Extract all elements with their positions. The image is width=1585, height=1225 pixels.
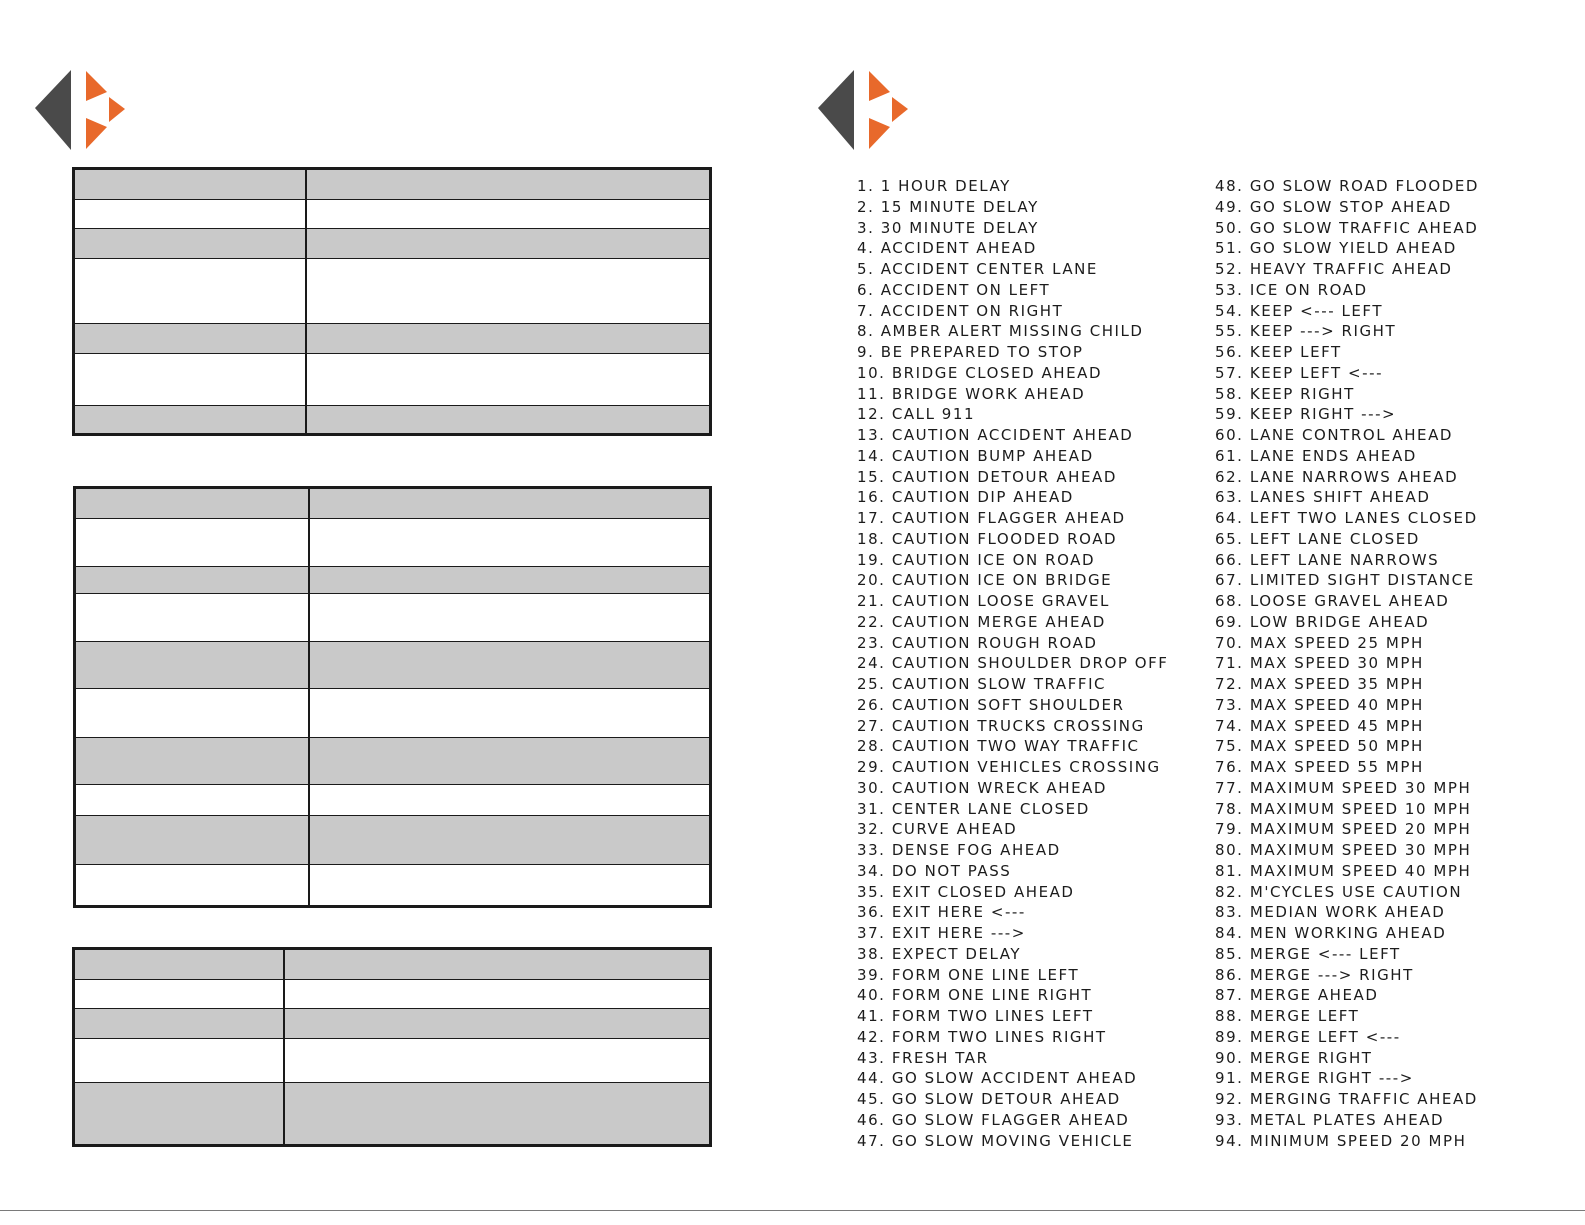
list-item: 4. ACCIDENT AHEAD bbox=[857, 239, 1037, 258]
list-item: 23. CAUTION ROUGH ROAD bbox=[857, 633, 1098, 652]
list-item: 43. FRESH TAR bbox=[857, 1048, 989, 1067]
table-value-cell bbox=[309, 642, 711, 689]
table-value-cell bbox=[306, 324, 711, 354]
list-item: 89. MERGE LEFT <--- bbox=[1215, 1027, 1401, 1046]
table-label-cell bbox=[75, 642, 310, 689]
list-item: 52. HEAVY TRAFFIC AHEAD bbox=[1215, 260, 1453, 278]
table-row bbox=[75, 689, 711, 738]
list-item: 25. CAUTION SLOW TRAFFIC bbox=[857, 675, 1107, 693]
table-row bbox=[74, 949, 711, 980]
table-row bbox=[75, 785, 711, 816]
list-item: 20. CAUTION ICE ON BRIDGE bbox=[857, 571, 1113, 590]
list-item: 57. KEEP LEFT <--- bbox=[1215, 363, 1384, 382]
table-label-cell bbox=[75, 567, 310, 594]
list-item: 36. EXIT HERE <--- bbox=[857, 903, 1026, 922]
list-item: 35. EXIT CLOSED AHEAD bbox=[857, 882, 1075, 901]
list-item: 62. LANE NARROWS AHEAD bbox=[1215, 467, 1459, 486]
table-row bbox=[74, 1083, 711, 1146]
list-item: 85. MERGE <--- LEFT bbox=[1215, 944, 1401, 963]
list-item: 29. CAUTION VEHICLES CROSSING bbox=[857, 758, 1161, 776]
list-item: 51. GO SLOW YIELD AHEAD bbox=[1215, 239, 1457, 258]
message-list-left bbox=[857, 176, 1169, 1151]
table-label-cell bbox=[75, 865, 310, 907]
table-row bbox=[74, 259, 711, 324]
table-value-cell bbox=[306, 354, 711, 406]
table-label-cell bbox=[74, 949, 285, 980]
list-item: 88. MERGE LEFT bbox=[1215, 1007, 1360, 1025]
list-item: 33. DENSE FOG AHEAD bbox=[857, 841, 1061, 859]
list-item: 64. LEFT TWO LANES CLOSED bbox=[1215, 509, 1478, 527]
table-label-cell bbox=[74, 980, 285, 1009]
table-label-cell bbox=[75, 816, 310, 865]
list-item: 49. GO SLOW STOP AHEAD bbox=[1215, 197, 1452, 216]
list-item: 74. MAX SPEED 45 MPH bbox=[1215, 716, 1424, 735]
list-item: 54. KEEP <--- LEFT bbox=[1215, 301, 1384, 320]
table-value-cell bbox=[309, 519, 711, 567]
list-item: 21. CAUTION LOOSE GRAVEL bbox=[857, 592, 1110, 610]
list-item: 3. 30 MINUTE DELAY bbox=[857, 218, 1039, 237]
brand-logo-icon bbox=[35, 70, 127, 150]
table-label-cell bbox=[74, 229, 307, 259]
list-item: 60. LANE CONTROL AHEAD bbox=[1215, 426, 1453, 444]
table-row bbox=[74, 324, 711, 354]
table-row bbox=[74, 980, 711, 1009]
list-item: 37. EXIT HERE ---> bbox=[857, 924, 1026, 942]
table-label-cell bbox=[74, 259, 307, 324]
list-item: 75. MAX SPEED 50 MPH bbox=[1215, 737, 1424, 756]
spec-table-1 bbox=[72, 167, 712, 436]
table-value-cell bbox=[284, 949, 711, 980]
list-item: 63. LANES SHIFT AHEAD bbox=[1215, 488, 1431, 507]
list-item: 72. MAX SPEED 35 MPH bbox=[1215, 675, 1424, 693]
table-value-cell bbox=[309, 816, 711, 865]
table-value-cell bbox=[306, 406, 711, 435]
list-item: 69. LOW BRIDGE AHEAD bbox=[1215, 612, 1430, 631]
brand-logo-left bbox=[35, 70, 127, 150]
list-item: 47. GO SLOW MOVING VEHICLE bbox=[857, 1131, 1134, 1150]
list-item: 13. CAUTION ACCIDENT AHEAD bbox=[857, 426, 1134, 444]
list-item: 7. ACCIDENT ON RIGHT bbox=[857, 301, 1064, 320]
table-label-cell bbox=[74, 324, 307, 354]
list-item: 31. CENTER LANE CLOSED bbox=[857, 799, 1090, 818]
list-item: 79. MAXIMUM SPEED 20 MPH bbox=[1215, 820, 1472, 839]
list-item: 1. 1 HOUR DELAY bbox=[857, 177, 1011, 195]
list-item: 48. GO SLOW ROAD FLOODED bbox=[1215, 177, 1479, 195]
list-item: 81. MAXIMUM SPEED 40 MPH bbox=[1215, 861, 1472, 880]
list-item: 16. CAUTION DIP AHEAD bbox=[857, 488, 1074, 507]
list-item: 8. AMBER ALERT MISSING CHILD bbox=[857, 322, 1144, 341]
table-label-cell bbox=[75, 689, 310, 738]
list-item: 39. FORM ONE LINE LEFT bbox=[857, 965, 1080, 984]
table-row bbox=[75, 594, 711, 642]
table-label-cell bbox=[74, 1039, 285, 1083]
table-row bbox=[75, 642, 711, 689]
table-value-cell bbox=[309, 689, 711, 738]
table-row bbox=[75, 519, 711, 567]
list-item: 11. BRIDGE WORK AHEAD bbox=[857, 384, 1086, 403]
list-item: 30. CAUTION WRECK AHEAD bbox=[857, 778, 1108, 797]
table-value-cell bbox=[284, 1083, 711, 1146]
list-item: 84. MEN WORKING AHEAD bbox=[1215, 924, 1447, 942]
list-item: 55. KEEP ---> RIGHT bbox=[1215, 322, 1397, 341]
table-label-cell bbox=[74, 200, 307, 229]
list-item: 45. GO SLOW DETOUR AHEAD bbox=[857, 1090, 1121, 1108]
list-item: 76. MAX SPEED 55 MPH bbox=[1215, 758, 1424, 776]
table-value-cell bbox=[309, 488, 711, 519]
list-item: 14. CAUTION BUMP AHEAD bbox=[857, 446, 1094, 465]
list-item: 80. MAXIMUM SPEED 30 MPH bbox=[1215, 841, 1472, 859]
list-item: 34. DO NOT PASS bbox=[857, 861, 1012, 880]
table-value-cell bbox=[284, 1009, 711, 1039]
table-label-cell bbox=[75, 785, 310, 816]
list-item: 42. FORM TWO LINES RIGHT bbox=[857, 1027, 1107, 1046]
list-item: 77. MAXIMUM SPEED 30 MPH bbox=[1215, 778, 1472, 797]
table-value-cell bbox=[309, 567, 711, 594]
list-item: 38. EXPECT DELAY bbox=[857, 944, 1022, 963]
list-item: 32. CURVE AHEAD bbox=[857, 820, 1018, 839]
brand-logo-icon bbox=[818, 70, 910, 150]
table-label-cell bbox=[74, 354, 307, 406]
table-label-cell bbox=[74, 1083, 285, 1146]
list-item: 46. GO SLOW FLAGGER AHEAD bbox=[857, 1110, 1130, 1129]
table-label-cell bbox=[75, 594, 310, 642]
list-item: 22. CAUTION MERGE AHEAD bbox=[857, 612, 1106, 631]
table-value-cell bbox=[306, 200, 711, 229]
table-row bbox=[75, 816, 711, 865]
list-item: 10. BRIDGE CLOSED AHEAD bbox=[857, 363, 1103, 382]
list-item: 93. METAL PLATES AHEAD bbox=[1215, 1110, 1445, 1129]
table-value-cell bbox=[306, 169, 711, 200]
table-label-cell bbox=[74, 1009, 285, 1039]
table-label-cell bbox=[74, 169, 307, 200]
list-item: 50. GO SLOW TRAFFIC AHEAD bbox=[1215, 218, 1479, 237]
list-item: 15. CAUTION DETOUR AHEAD bbox=[857, 467, 1117, 486]
list-item: 78. MAXIMUM SPEED 10 MPH bbox=[1215, 799, 1472, 818]
table-value-cell bbox=[284, 1039, 711, 1083]
list-item: 26. CAUTION SOFT SHOULDER bbox=[857, 695, 1125, 714]
list-item: 44. GO SLOW ACCIDENT AHEAD bbox=[857, 1069, 1138, 1088]
list-item: 83. MEDIAN WORK AHEAD bbox=[1215, 903, 1446, 922]
table-row bbox=[75, 738, 711, 785]
list-item: 61. LANE ENDS AHEAD bbox=[1215, 446, 1417, 465]
list-item: 17. CAUTION FLAGGER AHEAD bbox=[857, 509, 1126, 527]
table-row bbox=[75, 865, 711, 907]
list-item: 56. KEEP LEFT bbox=[1215, 343, 1342, 361]
table-value-cell bbox=[306, 259, 711, 324]
table-row bbox=[74, 354, 711, 406]
list-item: 67. LIMITED SIGHT DISTANCE bbox=[1215, 571, 1475, 590]
list-item: 40. FORM ONE LINE RIGHT bbox=[857, 986, 1093, 1005]
message-list-right bbox=[1215, 176, 1479, 1151]
table-label-cell bbox=[74, 406, 307, 435]
list-item: 68. LOOSE GRAVEL AHEAD bbox=[1215, 592, 1450, 610]
table-value-cell bbox=[309, 865, 711, 907]
table-row bbox=[74, 1009, 711, 1039]
list-item: 9. BE PREPARED TO STOP bbox=[857, 343, 1084, 361]
list-item: 19. CAUTION ICE ON ROAD bbox=[857, 550, 1096, 569]
list-item: 53. ICE ON ROAD bbox=[1215, 280, 1368, 299]
table-value-cell bbox=[309, 738, 711, 785]
list-item: 28. CAUTION TWO WAY TRAFFIC bbox=[857, 737, 1140, 756]
table-value-cell bbox=[309, 785, 711, 816]
spec-table-2 bbox=[73, 486, 712, 908]
table-row bbox=[74, 169, 711, 200]
table-row bbox=[74, 1039, 711, 1083]
list-item: 86. MERGE ---> RIGHT bbox=[1215, 965, 1414, 984]
list-item: 71. MAX SPEED 30 MPH bbox=[1215, 654, 1424, 673]
table-value-cell bbox=[306, 229, 711, 259]
list-item: 91. MERGE RIGHT ---> bbox=[1215, 1069, 1414, 1088]
table-label-cell bbox=[75, 488, 310, 519]
list-item: 73. MAX SPEED 40 MPH bbox=[1215, 695, 1424, 714]
list-item: 87. MERGE AHEAD bbox=[1215, 986, 1379, 1005]
table-row bbox=[74, 406, 711, 435]
list-item: 66. LEFT LANE NARROWS bbox=[1215, 550, 1440, 569]
table-value-cell bbox=[309, 594, 711, 642]
list-item: 12. CALL 911 bbox=[857, 405, 976, 424]
table-label-cell bbox=[75, 519, 310, 567]
list-item: 41. FORM TWO LINES LEFT bbox=[857, 1007, 1094, 1025]
table-row bbox=[74, 200, 711, 229]
list-item: 70. MAX SPEED 25 MPH bbox=[1215, 633, 1424, 652]
table-label-cell bbox=[75, 738, 310, 785]
list-item: 24. CAUTION SHOULDER DROP OFF bbox=[857, 654, 1169, 673]
table-row bbox=[75, 567, 711, 594]
table-row bbox=[74, 229, 711, 259]
list-item: 18. CAUTION FLOODED ROAD bbox=[857, 529, 1118, 548]
list-item: 5. ACCIDENT CENTER LANE bbox=[857, 260, 1098, 278]
spec-table-3 bbox=[72, 947, 712, 1147]
page-bottom-rule bbox=[0, 1210, 1585, 1211]
list-item: 94. MINIMUM SPEED 20 MPH bbox=[1215, 1131, 1467, 1150]
list-item: 82. M'CYCLES USE CAUTION bbox=[1215, 882, 1463, 901]
table-row bbox=[75, 488, 711, 519]
list-item: 6. ACCIDENT ON LEFT bbox=[857, 280, 1051, 299]
list-item: 90. MERGE RIGHT bbox=[1215, 1048, 1373, 1067]
list-item: 2. 15 MINUTE DELAY bbox=[857, 197, 1039, 216]
list-item: 65. LEFT LANE CLOSED bbox=[1215, 529, 1420, 548]
table-value-cell bbox=[284, 980, 711, 1009]
list-item: 59. KEEP RIGHT ---> bbox=[1215, 405, 1397, 424]
list-item: 92. MERGING TRAFFIC AHEAD bbox=[1215, 1090, 1478, 1108]
list-item: 27. CAUTION TRUCKS CROSSING bbox=[857, 716, 1145, 735]
brand-logo-right bbox=[818, 70, 910, 150]
list-item: 58. KEEP RIGHT bbox=[1215, 384, 1355, 403]
